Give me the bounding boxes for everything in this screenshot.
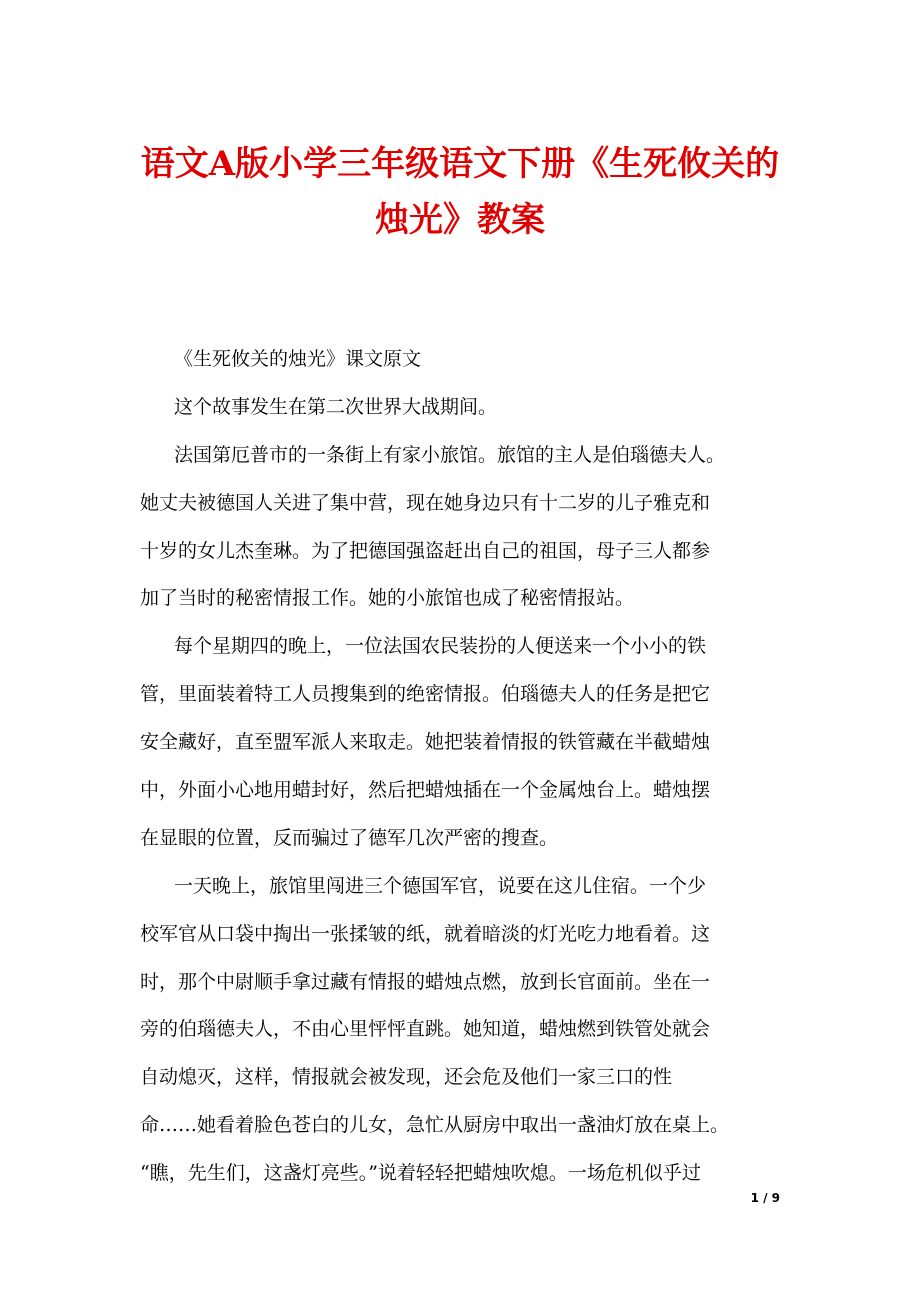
document-body [140,336,800,1198]
text-line: 管，里面装着特工人员搜集到的绝密情报。伯瑙德夫人的任务是把它 [140,683,711,706]
text-line: 中，外面小心地用蜡封好，然后把蜡烛插在一个金属烛台上。蜡烛摆 [140,779,711,802]
text-line: 时，那个中尉顺手拿过藏有情报的蜡烛点燃，放到长官面前。坐在一 [140,970,711,993]
text-line: 这个故事发生在第二次世界大战期间。 [174,395,498,418]
text-line: 《生死攸关的烛光》课文原文 [174,348,422,370]
text-line: 每个星期四的晚上，一位法国农民装扮的人便送来一个小小的铁 [174,635,707,658]
text-line: 自动熄灭，这样，情报就会被发现，还会危及他们一家三口的性 [140,1066,673,1089]
title-line: 语文A版小学三年级语文下册《生死攸关的 [140,144,780,184]
text-line: 命……她看着脸色苍白的儿女，急忙从厨房中取出一盏油灯放在桌上。 [140,1114,730,1137]
text-line: 一天晚上，旅馆里闯进三个德国军官，说要在这儿住宿。一个少 [174,874,707,897]
text-line: 十岁的女儿杰奎琳。为了把德国强盗赶出自己的祖国，母子三人都参 [140,539,711,562]
text-line: 加了当时的秘密情报工作。她的小旅馆也成了秘密情报站。 [140,587,635,610]
text-line: 旁的伯瑙德夫人，不由心里怦怦直跳。她知道，蜡烛燃到铁管处就会 [140,1018,711,1041]
page-number: 1 / 9 [750,1191,780,1205]
text-line: 法国第厄普市的一条街上有家小旅馆。旅馆的主人是伯瑙德夫人。 [174,443,726,466]
title-line: 烛光》教案 [375,200,545,240]
document-title [120,136,800,248]
text-line: “瞧，先生们，这盏灯亮些。”说着轻轻把蜡烛吹熄。一场危机似乎过 [140,1162,701,1185]
text-line: 在显眼的位置，反而骗过了德军几次严密的搜查。 [140,826,559,849]
text-line: 安全藏好，直至盟军派人来取走。她把装着情报的铁管藏在半截蜡烛 [140,731,711,754]
text-line: 校军官从口袋中掏出一张揉皱的纸，就着暗淡的灯光吃力地看着。这 [140,922,711,945]
text-line: 她丈夫被德国人关进了集中营，现在她身边只有十二岁的儿子雅克和 [140,491,711,514]
